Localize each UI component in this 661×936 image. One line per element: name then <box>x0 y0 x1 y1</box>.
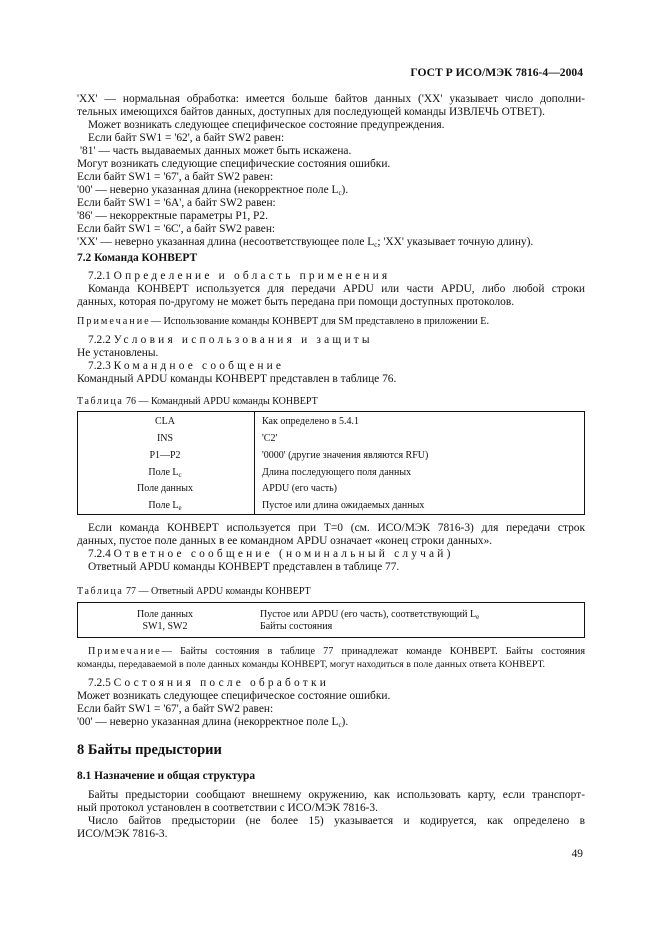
text-line: Могут возникать следующие специфические состояния ошибки. <box>77 158 391 170</box>
text-line <box>77 184 348 197</box>
text-line: Байты предыстории сообщают внешнему окружению, как использовать карту, если транспорт- <box>88 789 585 801</box>
text-span: ). <box>341 184 349 196</box>
table-caption <box>77 586 311 597</box>
subsection-number: 7.2.2 <box>88 334 111 346</box>
text-line: Не установлены. <box>77 347 159 359</box>
table-76 <box>77 411 585 515</box>
table-cell-field: Поле данных <box>137 609 193 620</box>
page-number: 49 <box>571 848 583 860</box>
table-cell-desc: APDU (его часть) <box>262 483 338 494</box>
subsection-heading <box>88 334 373 347</box>
field-name: Поле L <box>148 467 179 478</box>
table-cell-desc <box>260 609 479 621</box>
text-span: '00' — неверно указанная длина (некорректное поле L <box>77 716 339 728</box>
text-line: данных, пустое поле данных в ее командном APDU означает «конец строки данных». <box>77 535 493 547</box>
text-span: ; 'XX' указывает точную длину). <box>377 236 534 248</box>
text-line: Может возникать следующее специфическое состояние ошибки. <box>77 690 391 702</box>
text-line: Если байт SW1 = '62', а байт SW2 равен: <box>88 132 285 144</box>
subsection-heading <box>88 270 390 283</box>
field-name: P1—P2 <box>149 450 181 461</box>
field-name: CLA <box>155 416 175 427</box>
text-line: тельных имеющихся байтов данных, доступных для последующей команды ИЗВЛЕЧЬ ОТВЕТ). <box>77 106 545 118</box>
note-label: Примечание <box>88 646 162 657</box>
field-subscript: e <box>178 504 182 512</box>
subsection-number: 7.2.4 <box>88 548 111 560</box>
table-caption <box>77 396 318 407</box>
table-cell-desc: Пустое или длина ожидаемых данных <box>262 500 425 511</box>
caption-label: Таблица <box>77 396 124 407</box>
note: команды, передаваемой в поле данных команды КОНВЕРТ, могут находиться в поле данных ответа КОНВЕРТ. <box>77 659 545 670</box>
table-cell-field: SW1, SW2 <box>142 621 188 632</box>
subsection-title: Ответное сообщение (номинальный случай) <box>113 548 454 560</box>
table-cell-field <box>78 450 252 462</box>
section-heading: 7.2 Команда КОНВЕРТ <box>77 252 198 264</box>
subscript-c: c <box>338 189 342 197</box>
text-line: '81' — часть выдаваемых данных может быть искажена. <box>80 145 352 157</box>
field-name: INS <box>156 433 174 444</box>
subsection-title: Условия использования и защиты <box>113 334 373 346</box>
table-cell-field <box>78 433 252 445</box>
caption-text: 77 — Ответный APDU команды КОНВЕРТ <box>125 586 311 597</box>
subscript-e: e <box>476 613 480 621</box>
note-label: Примечание <box>77 316 151 327</box>
section-heading: 8.1 Назначение и общая структура <box>77 770 256 782</box>
text-line: Командный APDU команды КОНВЕРТ представлен в таблице 76. <box>77 373 397 385</box>
text-line: Может возникать следующее специфическое состояние предупреждения. <box>88 119 445 131</box>
note <box>88 646 585 658</box>
field-name: Поле L <box>148 500 179 511</box>
text-line <box>77 716 348 729</box>
text-line: Если команда КОНВЕРТ используется при T=0 (см. ИСО/МЭК 7816-3) для передачи строк <box>88 522 585 534</box>
text-span: 'XX' — неверно указанная длина (несоответствующее поле L <box>77 236 375 248</box>
table-cell-desc: Байты состояния <box>260 621 333 632</box>
subsection-title: Состояния после обработки <box>113 677 330 689</box>
table-77 <box>77 602 585 638</box>
subsection-number: 7.2.1 <box>88 270 111 282</box>
field-subscript: c <box>178 471 182 479</box>
table-divider <box>254 412 255 514</box>
text-line: Если байт SW1 = '6C', а байт SW2 равен: <box>77 223 276 235</box>
subsection-title: Определение и область применения <box>113 270 391 282</box>
subsection-number: 7.2.3 <box>88 360 111 372</box>
table-cell-field <box>78 416 252 428</box>
note-text: — Байты состояния в таблице 77 принадлежат команде КОНВЕРТ. Байты состояния <box>161 646 585 657</box>
text-line: ный протокол установлен в соответствии с ИСО/МЭК 7816-3. <box>77 802 378 814</box>
text-line: Команда КОНВЕРТ используется для передачи APDU или части APDU, либо любой строки <box>88 283 585 295</box>
subsection-number: 7.2.5 <box>88 677 111 689</box>
text-line: '86' — некорректные параметры P1, P2. <box>77 210 268 222</box>
text-line: Число байтов предыстории (не более 15) указывается и кодируется, как определено в <box>88 815 585 827</box>
text-line: Если байт SW1 = '6A', а байт SW2 равен: <box>77 197 276 209</box>
subscript-c: c <box>374 241 378 249</box>
subsection-title: Командное сообщение <box>113 360 285 372</box>
text-line: Ответный APDU команды КОНВЕРТ представлен в таблице 77. <box>88 561 400 573</box>
text-span: Пустое или APDU (его часть), соответствующий L <box>260 609 477 620</box>
text-line <box>77 236 533 249</box>
table-cell-field <box>78 467 252 479</box>
text-line: ИСО/МЭК 7816-3. <box>77 828 168 840</box>
text-line: данных, которая по-другому не может быть передана при помощи доступных протоколов. <box>77 296 515 308</box>
text-line: Если байт SW1 = '67', а байт SW2 равен: <box>77 703 274 715</box>
text-span: '00' — неверно указанная длина (некорректное поле L <box>77 184 339 196</box>
subsection-heading <box>88 360 284 373</box>
subsection-heading <box>88 677 329 690</box>
table-cell-desc: 'C2' <box>262 433 278 444</box>
caption-label: Таблица <box>77 586 124 597</box>
chapter-heading: 8 Байты предыстории <box>77 742 222 758</box>
text-line: 'XX' — нормальная обработка: имеется больше байтов данных ('XX' указывает число дополни- <box>77 93 585 105</box>
subscript-c: c <box>338 721 342 729</box>
table-cell-desc: '0000' (другие значения являются RFU) <box>262 450 429 461</box>
table-cell-field <box>78 500 252 512</box>
table-cell-field <box>78 483 252 495</box>
note <box>77 316 489 328</box>
note-text: — Использование команды КОНВЕРТ для SM представлено в приложении Е. <box>150 316 490 327</box>
table-cell-desc: Как определено в 5.4.1 <box>262 416 360 427</box>
text-span: ). <box>341 716 349 728</box>
table-cell-desc: Длина последующего поля данных <box>262 467 412 478</box>
text-line: Если байт SW1 = '67', а байт SW2 равен: <box>77 171 274 183</box>
subsection-heading <box>88 548 454 561</box>
page-header: ГОСТ Р ИСО/МЭК 7816-4—2004 <box>410 66 583 79</box>
caption-text: 76 — Командный APDU команды КОНВЕРТ <box>125 396 318 407</box>
field-name: Поле данных <box>137 483 193 494</box>
